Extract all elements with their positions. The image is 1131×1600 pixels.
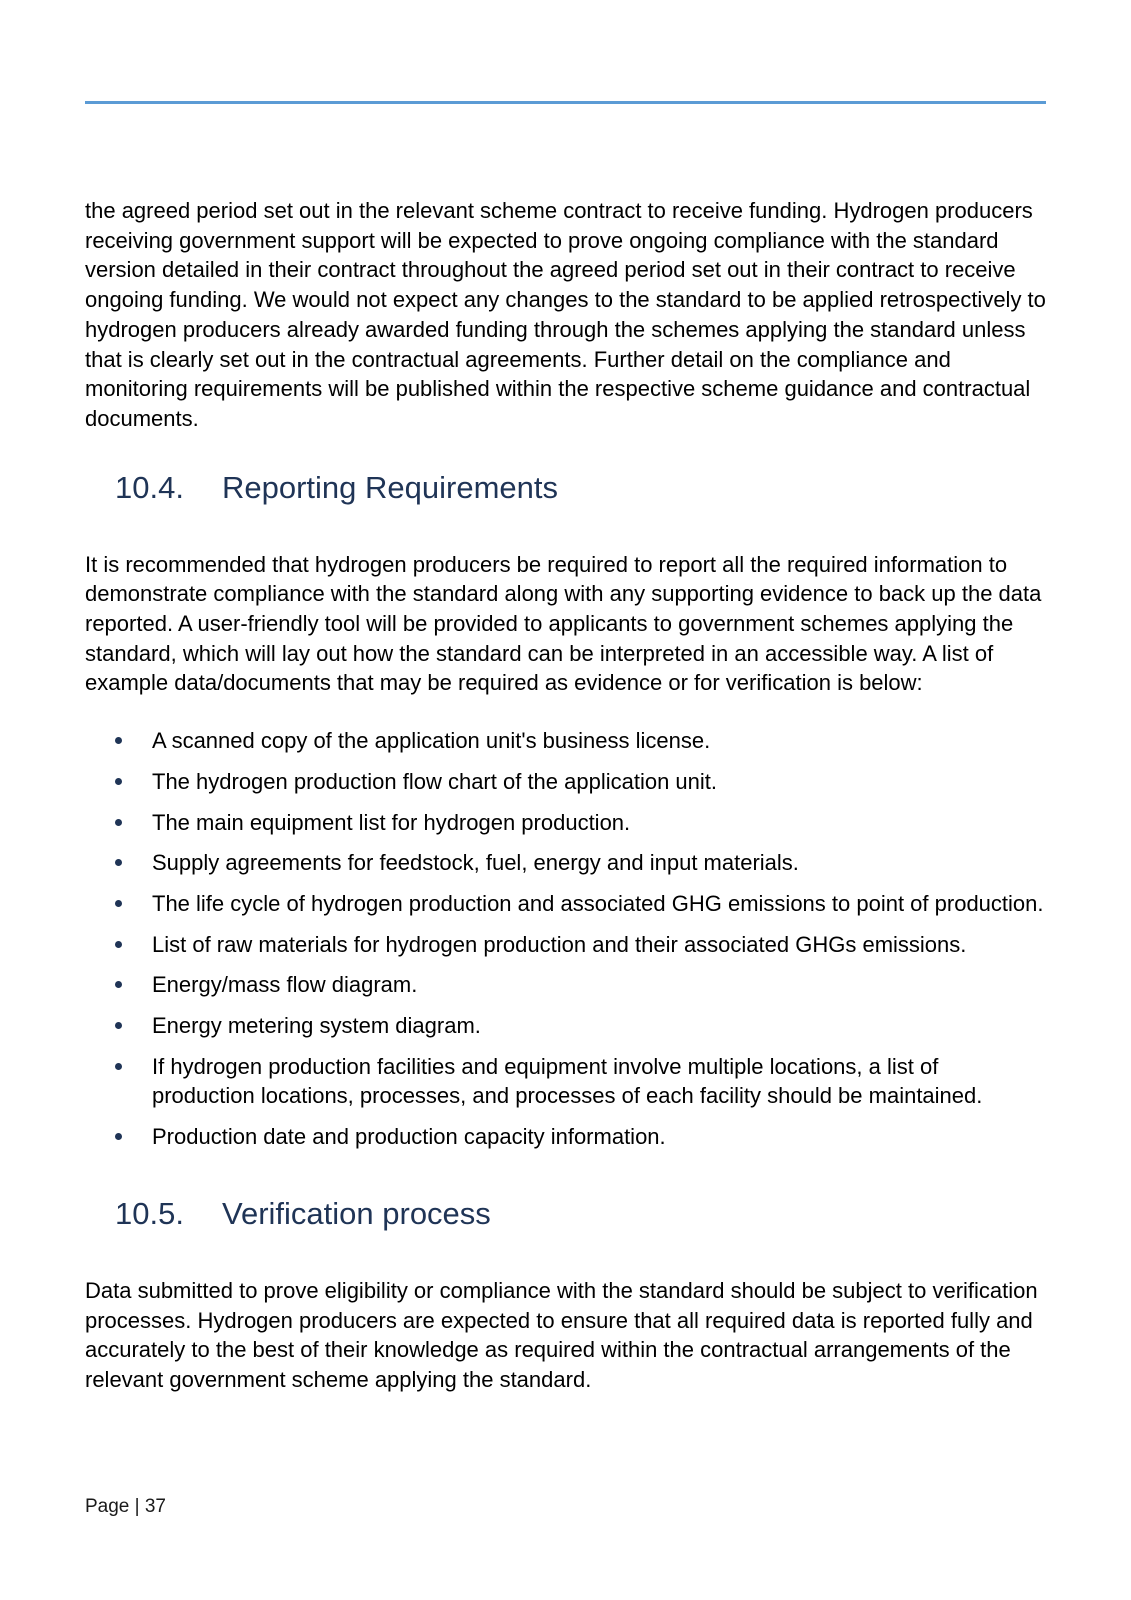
paragraph-verification-process: Data submitted to prove eligibility or compliance with the standard should be subject to verification processes. Hydrogen producers are expected to ensure that all required data is reported fully and accurately to the best of their knowledge as required within the contractual arrangements of the relevant government scheme applying the standard. — [85, 1277, 1038, 1392]
page-content — [85, 196, 1046, 1395]
bullet-icon — [115, 981, 122, 988]
list-item-text: The main equipment list for hydrogen production. — [152, 809, 631, 835]
list-item — [85, 726, 1046, 756]
bullet-icon — [115, 1063, 122, 1070]
list-item-text: If hydrogen production facilities and equipment involve multiple locations, a list of production locations, processes, and processes of each facility should be maintained. — [152, 1053, 983, 1109]
evidence-list — [85, 726, 1046, 1152]
list-item-text: The hydrogen production flow chart of the application unit. — [152, 768, 718, 794]
page-footer: Page | 37 — [85, 1496, 167, 1517]
list-item-text: The life cycle of hydrogen production and associated GHG emissions to point of production. — [152, 890, 1044, 916]
paragraph-reporting-requirements: It is recommended that hydrogen producers be required to report all the required information to demonstrate compliance with the standard along with any supporting evidence to back up the data reported. A user-friendly tool will be provided to applicants to government schemes applying the standard, which will lay out how the standard can be interpreted in an accessible way. A list of example data/documents that may be required as evidence or for verification is below: — [85, 551, 1042, 696]
list-item-text: A scanned copy of the application unit's business license. — [152, 728, 711, 754]
list-item-text: Energy/mass flow diagram. — [152, 972, 418, 998]
section-heading-10-5 — [85, 1194, 1046, 1234]
list-item — [85, 930, 1046, 960]
section-number: 10.4. — [115, 469, 184, 505]
list-item — [85, 1011, 1046, 1041]
bullet-icon — [115, 900, 122, 907]
list-item-text: Supply agreements for feedstock, fuel, energy and input materials. — [152, 850, 799, 876]
section-number: 10.5. — [115, 1195, 184, 1231]
bullet-icon — [115, 737, 122, 744]
section-title: Reporting Requirements — [222, 469, 559, 505]
list-item — [85, 767, 1046, 797]
paragraph-compliance-monitoring: the agreed period set out in the relevant scheme contract to receive funding. Hydrogen producers receiving government support will be expected to prove ongoing compliance with the standard version detailed in their contract throughout the agreed period set out in their contract to receive ongoing funding. We would not expect any changes to the standard to be applied retrospectively to hydrogen producers already awarded funding through the schemes applying the standard unless that is clearly set out in the contractual agreements. Further detail on the compliance and monitoring requirements will be published within the respective scheme guidance and contractual documents. — [85, 198, 1046, 431]
list-item-text: Production date and production capacity information. — [152, 1124, 666, 1150]
list-item — [85, 808, 1046, 838]
list-item — [85, 970, 1046, 1000]
list-item — [85, 848, 1046, 878]
bullet-icon — [115, 1133, 122, 1140]
bullet-icon — [115, 941, 122, 948]
list-item — [85, 1122, 1046, 1152]
section-heading-10-4 — [85, 468, 1046, 508]
bullet-icon — [115, 778, 122, 785]
list-item — [85, 1052, 1046, 1111]
bullet-icon — [115, 819, 122, 826]
bullet-icon — [115, 859, 122, 866]
bullet-icon — [115, 1022, 122, 1029]
list-item-text: Energy metering system diagram. — [152, 1013, 481, 1039]
header-divider — [85, 101, 1046, 104]
list-item — [85, 889, 1046, 919]
section-title: Verification process — [222, 1195, 491, 1231]
list-item-text: List of raw materials for hydrogen production and their associated GHGs emissions. — [152, 931, 967, 957]
